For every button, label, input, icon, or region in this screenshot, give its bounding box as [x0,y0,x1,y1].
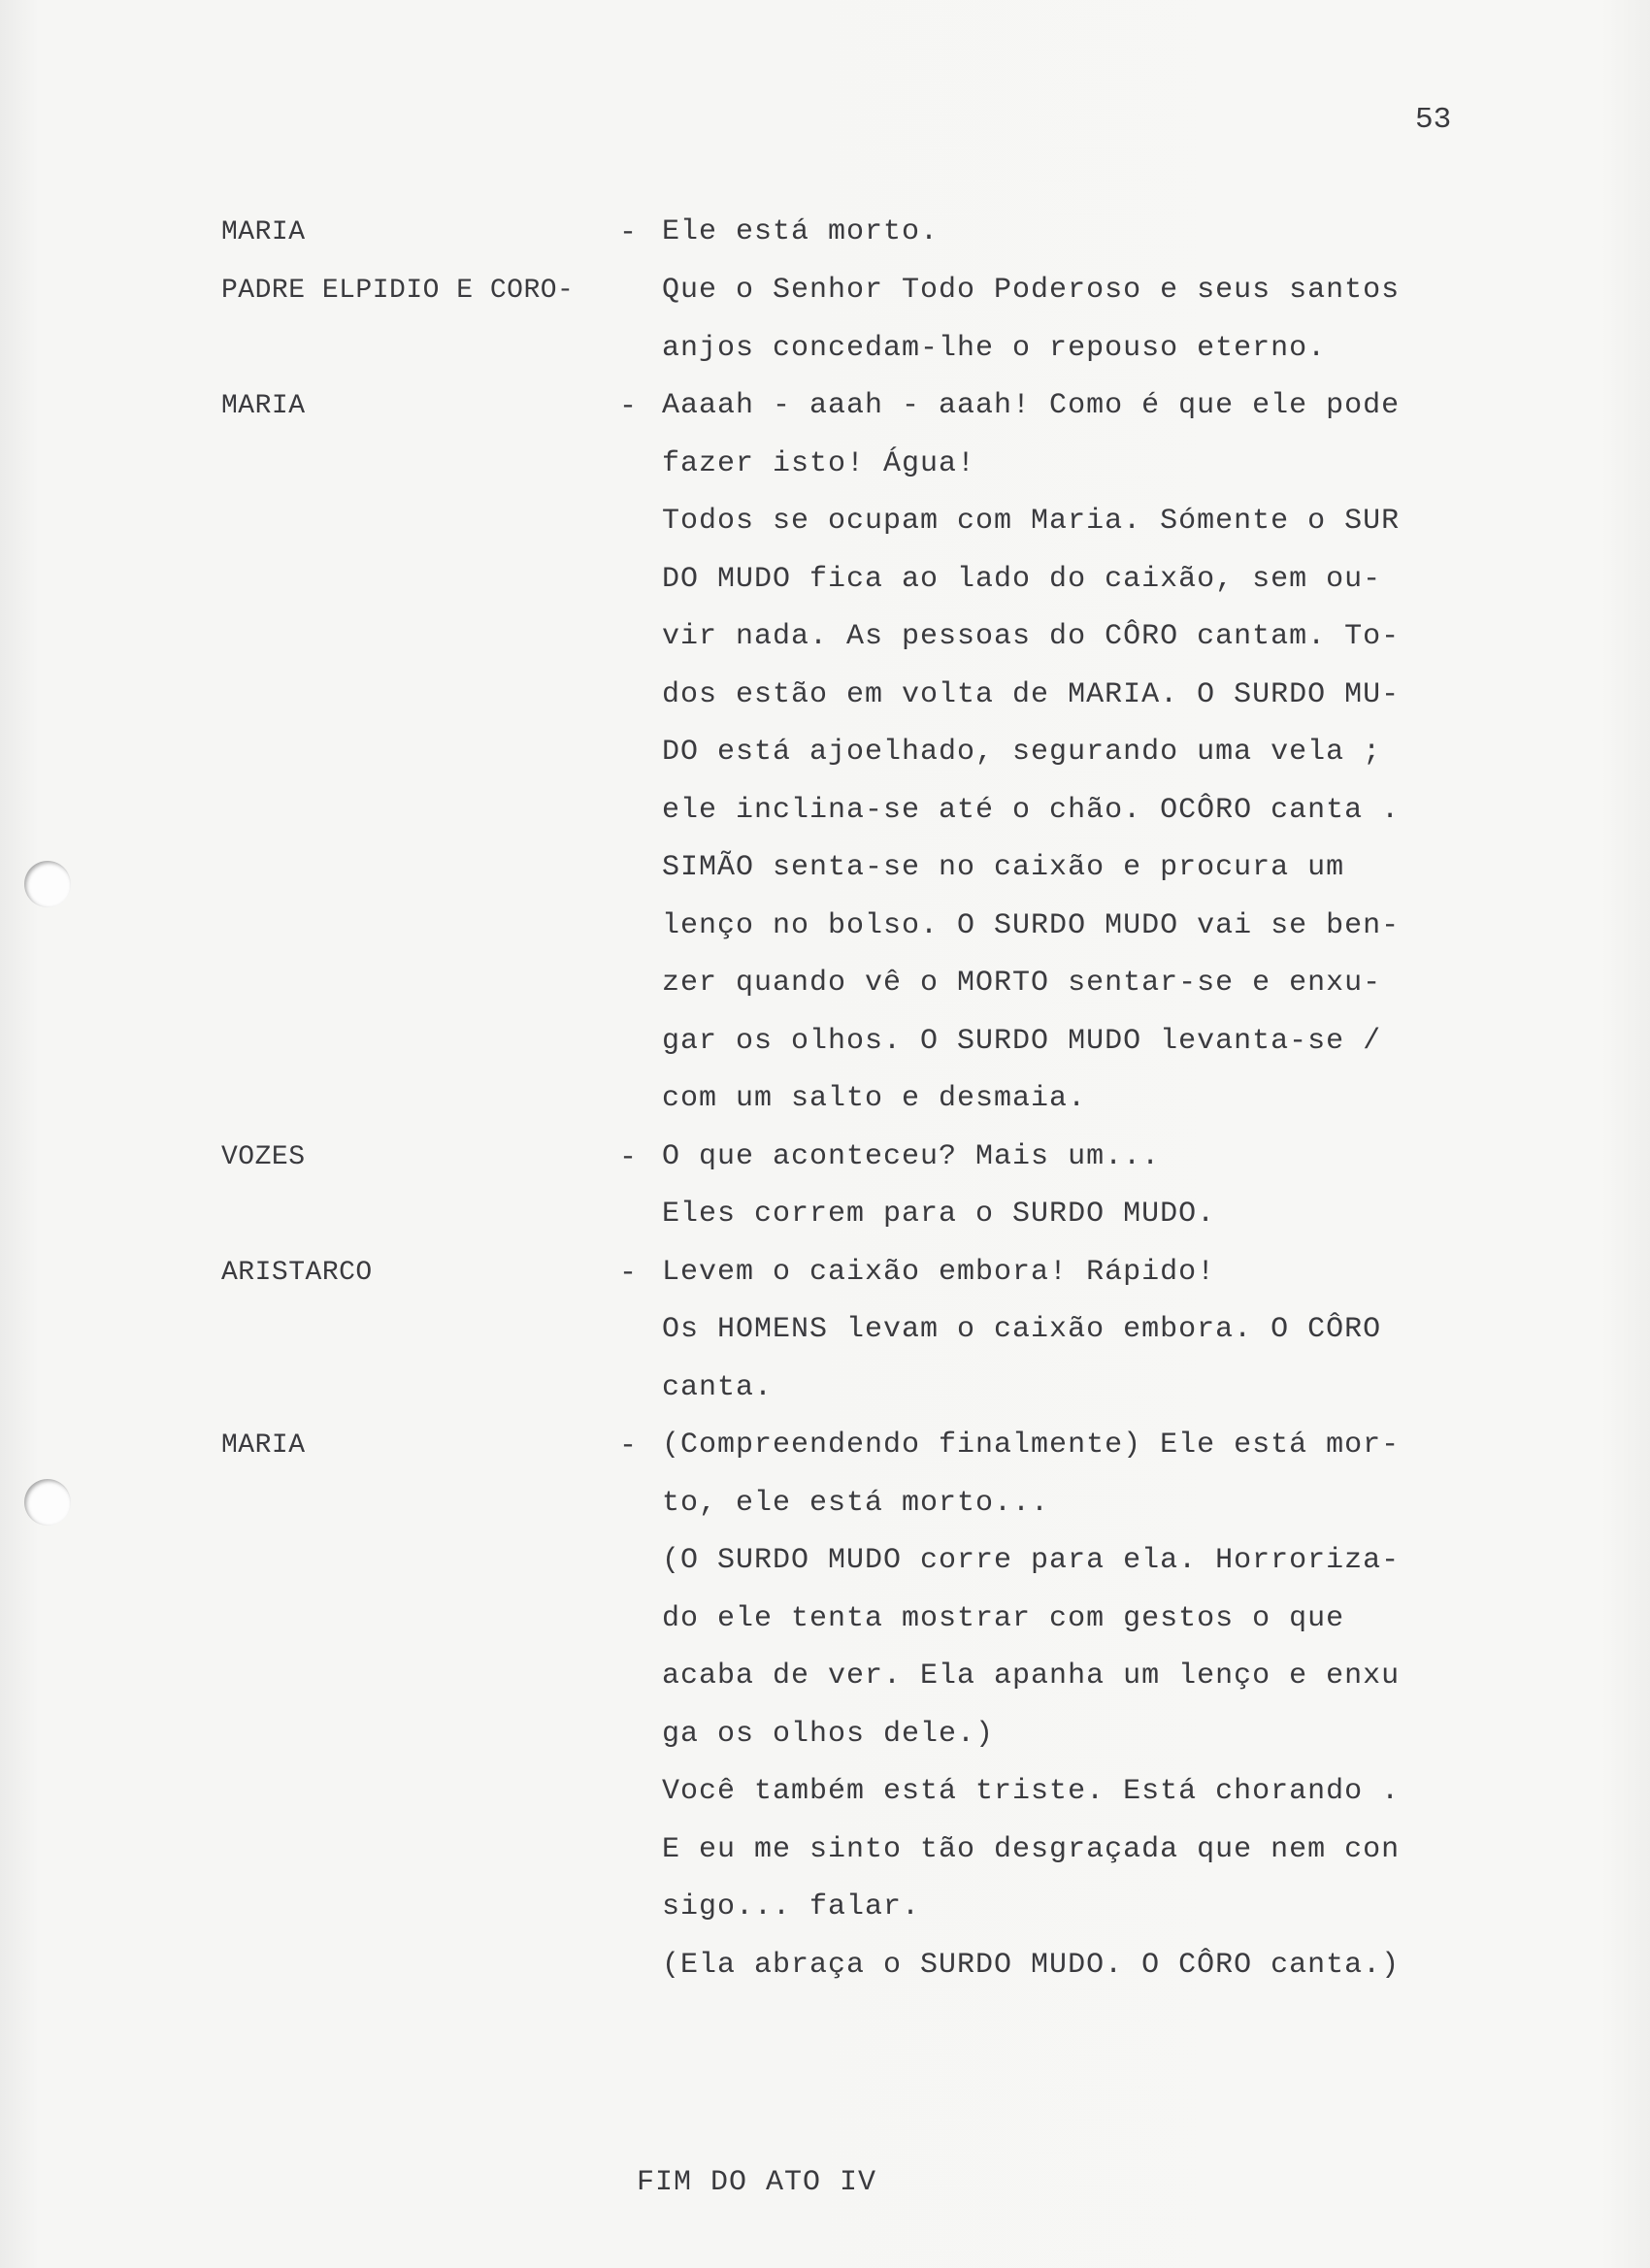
dialogue-entry [221,378,1473,1129]
dialogue-entry [221,204,1473,262]
speaker-dash: - [619,1140,638,1174]
speech-line: dos estão em volta de MARIA. O SURDO MU- [662,677,1401,711]
speech-text [662,378,1473,1129]
speech-line: Eles correm para o SURDO MUDO. [662,1198,1216,1231]
speech-line: SIMÃO senta-se no caixão e procura um [662,851,1345,884]
speech-line: gar os olhos. O SURDO MUDO levanta-se / [662,1024,1382,1058]
speech-line: ga os olhos dele.) [662,1717,995,1751]
speaker-name: MARIA [221,1430,306,1461]
dialogue-entry [221,1129,1473,1244]
speaker-dash: - [619,216,638,249]
binder-hole [24,861,71,907]
speech-text [662,1244,1473,1418]
binder-hole [24,1479,71,1526]
speech-text [662,204,1473,262]
speech-line: (Compreendendo finalmente) Ele está mor- [662,1429,1401,1462]
speech-line: vir nada. As pessoas do CÔRO cantam. To- [662,620,1401,653]
speech-line: Ele está morto. [662,215,940,248]
speaker-name: MARIA [221,217,306,247]
speech-line: zer quando vê o MORTO sentar-se e enxu- [662,967,1382,1000]
script-body [221,204,1473,1994]
speech-line: do ele tenta mostrar com gestos o que [662,1601,1345,1635]
speech-line: Os HOMENS levam o caixão embora. O CÔRO [662,1313,1382,1346]
speaker-name: PADRE ELPIDIO E CORO- [221,276,575,306]
speech-line: fazer isto! Água! [662,446,976,480]
speech-line: DO está ajoelhado, segurando uma vela ; [662,736,1382,769]
speech-line: E eu me sinto tão desgraçada que nem con [662,1832,1401,1866]
speech-line: lenço no bolso. O SURDO MUDO vai se ben- [662,908,1401,942]
speech-line: canta. [662,1370,774,1404]
speech-text [662,1417,1473,1994]
speech-line: DO MUDO fica ao lado do caixão, sem ou- [662,562,1382,596]
speaker-name: VOZES [221,1141,306,1172]
speech-line: com um salto e desmaia. [662,1082,1087,1115]
speech-line: Você também está triste. Está chorando . [662,1775,1401,1808]
speech-line: O que aconteceu? Mais um... [662,1139,1161,1173]
speech-line: Todos se ocupam com Maria. Sómente o SUR [662,505,1401,538]
speaker-name: MARIA [221,391,306,421]
speaker-dash: - [619,390,638,423]
speech-line: ele inclina-se até o chão. OCÔRO canta . [662,793,1401,827]
speech-line: acaba de ver. Ela apanha um lenço e enxu [662,1660,1401,1693]
dialogue-entry [221,262,1473,378]
speech-line: (O SURDO MUDO corre para ela. Horroriza- [662,1544,1401,1577]
page-number: 53 [1415,103,1452,137]
speech-line: Aaaah - aaah - aaah! Como é que ele pode [662,389,1401,422]
speech-text [662,262,1473,378]
speech-line: anjos concedam-lhe o repouso eterno. [662,331,1327,365]
act-end-footer: FIM DO ATO IV [637,2166,877,2199]
speaker-dash: - [619,1430,638,1463]
speaker-name: ARISTARCO [221,1257,373,1288]
speech-text [662,1129,1473,1244]
speech-line: sigo... falar. [662,1890,921,1923]
dialogue-entry [221,1244,1473,1418]
speech-line: (Ela abraça o SURDO MUDO. O CÔRO canta.) [662,1948,1401,1982]
speaker-dash: - [619,1256,638,1290]
dialogue-entry [221,1417,1473,1994]
speech-line: Levem o caixão embora! Rápido! [662,1255,1216,1289]
speech-line: Que o Senhor Todo Poderoso e seus santos [662,274,1401,307]
speech-line: to, ele está morto... [662,1486,1050,1520]
